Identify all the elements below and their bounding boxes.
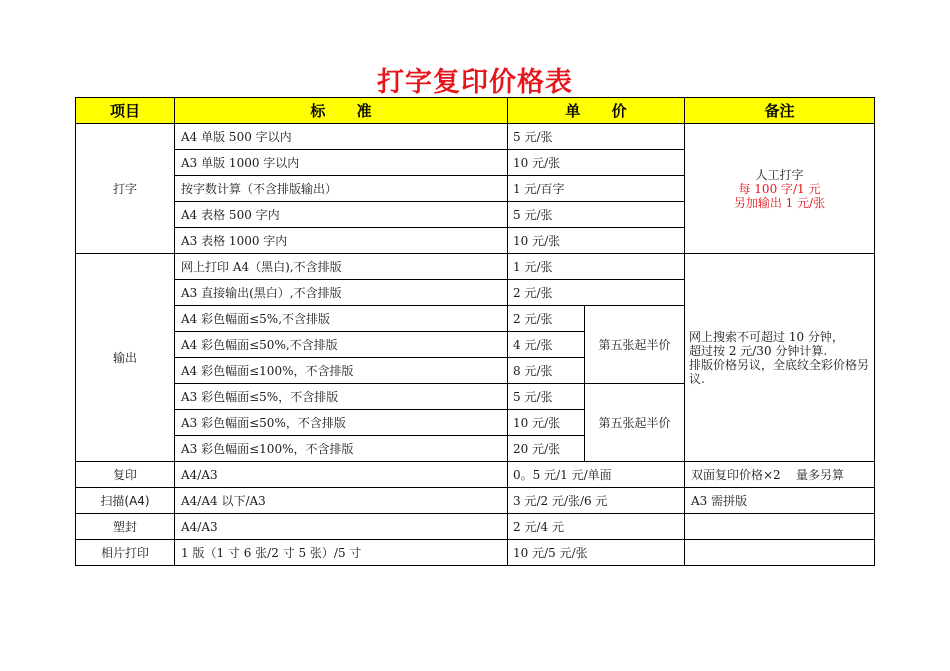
price-cell: 10 元/5 元/张	[508, 540, 685, 566]
header-item: 项目	[76, 98, 175, 124]
price-cell: 10 元/张	[508, 410, 585, 436]
page-title: 打字复印价格表	[377, 67, 573, 98]
standard-cell: 网上打印 A4（黑白),不含排版	[175, 254, 508, 280]
table-row	[76, 514, 875, 540]
price-cell: 3 元/2 元/张/6 元	[508, 488, 685, 514]
header-price: 单 价	[508, 98, 685, 124]
standard-cell: A4 表格 500 字内	[175, 202, 508, 228]
item-scan: 扫描(A4)	[76, 488, 175, 514]
note-typing	[685, 124, 875, 254]
note-copy: 双面复印价格×2 量多另算	[685, 462, 875, 488]
standard-cell: A3 直接输出(黑白）,不含排版	[175, 280, 508, 306]
standard-cell: A4/A3	[175, 462, 508, 488]
price-cell: 2 元/张	[508, 280, 685, 306]
standard-cell: A4 单版 500 字以内	[175, 124, 508, 150]
price-cell: 10 元/张	[508, 228, 685, 254]
note-line: 超过按 2 元/30 分钟计算.	[689, 343, 828, 358]
header-note: 备注	[685, 98, 875, 124]
price-cell: 1 元/百字	[508, 176, 685, 202]
price-cell: 5 元/张	[508, 384, 585, 410]
standard-cell: A4/A3	[175, 514, 508, 540]
header-row	[76, 98, 875, 124]
standard-cell: 按字数计算（不含排版输出）	[175, 176, 508, 202]
note-line: 网上搜索不可超过 10 分钟，	[689, 329, 844, 344]
price-cell: 2 元/张	[508, 306, 585, 332]
price-cell: 20 元/张	[508, 436, 585, 462]
standard-cell: A4 彩色幅面≤100%，不含排版	[175, 358, 508, 384]
note-line: 每 100 字/1 元	[738, 181, 821, 196]
price-cell: 4 元/张	[508, 332, 585, 358]
standard-cell: A4 彩色幅面≤50%,不含排版	[175, 332, 508, 358]
note-laminate	[685, 514, 875, 540]
header-standard: 标 准	[175, 98, 508, 124]
standard-cell: A3 表格 1000 字内	[175, 228, 508, 254]
price-cell: 1 元/张	[508, 254, 685, 280]
price-cell: 10 元/张	[508, 150, 685, 176]
price-cell: 2 元/4 元	[508, 514, 685, 540]
standard-cell: A3 彩色幅面≤5%，不含排版	[175, 384, 508, 410]
price-cell: 8 元/张	[508, 358, 585, 384]
note-line: 人工打字	[755, 167, 804, 182]
note-line: 排版价格另议，全底纹全彩价格另议.	[689, 357, 870, 386]
item-photo: 相片打印	[76, 540, 175, 566]
half-price-a3: 第五张起半价	[585, 384, 685, 462]
table-row	[76, 462, 875, 488]
standard-cell: A4/A4 以下/A3	[175, 488, 508, 514]
standard-cell: A4 彩色幅面≤5%,不含排版	[175, 306, 508, 332]
price-cell: 5 元/张	[508, 202, 685, 228]
half-price-a4: 第五张起半价	[585, 306, 685, 384]
standard-cell: A3 单版 1000 字以内	[175, 150, 508, 176]
item-output: 输出	[76, 254, 175, 462]
item-laminate: 塑封	[76, 514, 175, 540]
table-row	[76, 124, 875, 150]
item-typing: 打字	[76, 124, 175, 254]
price-table	[75, 97, 875, 566]
table-row	[76, 254, 875, 280]
note-scan: A3 需拼版	[685, 488, 875, 514]
standard-cell: A3 彩色幅面≤100%，不含排版	[175, 436, 508, 462]
price-cell: 0。5 元/1 元/单面	[508, 462, 685, 488]
table-row	[76, 488, 875, 514]
standard-cell: 1 版（1 寸 6 张/2 寸 5 张）/5 寸	[175, 540, 508, 566]
price-cell: 5 元/张	[508, 124, 685, 150]
standard-cell: A3 彩色幅面≤50%，不含排版	[175, 410, 508, 436]
note-photo	[685, 540, 875, 566]
note-line: 另加输出 1 元/张	[733, 195, 826, 210]
item-copy: 复印	[76, 462, 175, 488]
note-output	[685, 254, 875, 462]
table-row	[76, 540, 875, 566]
